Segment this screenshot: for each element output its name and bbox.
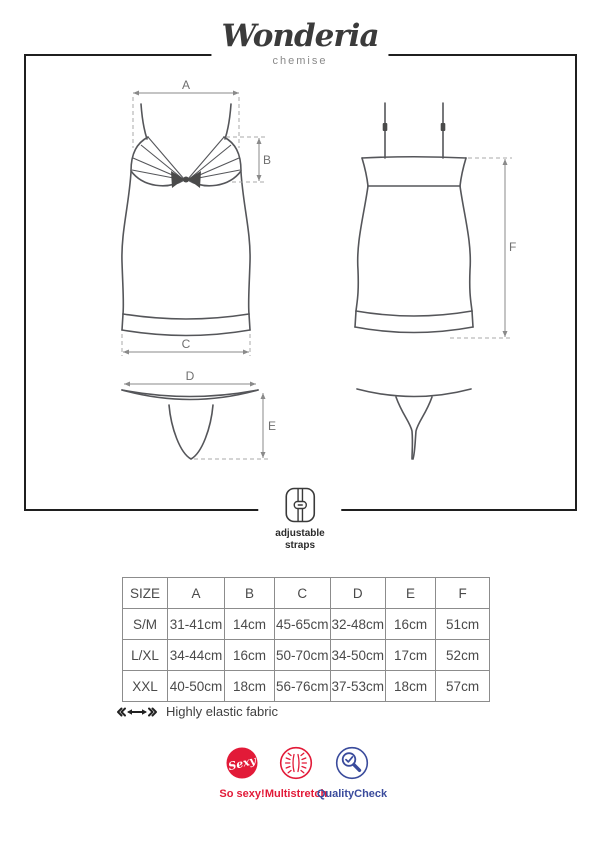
- table-cell: 37-53cm: [330, 671, 386, 702]
- panty-front-view: [122, 390, 258, 459]
- multistretch-label: Multistretch: [264, 788, 328, 800]
- size-table: [122, 577, 490, 702]
- brand-subtitle: chemise: [272, 54, 328, 67]
- table-cell: 34-50cm: [330, 640, 386, 671]
- dim-label-f: F: [509, 240, 517, 254]
- table-cell: 17cm: [386, 640, 436, 671]
- table-cell: 14cm: [225, 609, 275, 640]
- table-cell: 52cm: [436, 640, 490, 671]
- table-cell: 34-44cm: [168, 640, 225, 671]
- dimension-c: [122, 334, 250, 356]
- adjustable-straps-icon: [283, 487, 317, 523]
- table-cell: 45-65cm: [275, 609, 331, 640]
- strap-adjuster-icon: [441, 123, 446, 131]
- qualitycheck-label: QualityCheck: [316, 788, 388, 800]
- size-cell: S/M: [123, 609, 168, 640]
- thong-back-view: [357, 389, 471, 459]
- chemise-front-view: [122, 104, 250, 336]
- brand-name: Wonderia: [221, 18, 379, 54]
- table-cell: 18cm: [386, 671, 436, 702]
- header-a: A: [168, 578, 225, 609]
- size-cell: XXL: [123, 671, 168, 702]
- size-table-header-row: [123, 578, 490, 609]
- dim-label-e: E: [268, 419, 277, 433]
- table-cell: 16cm: [225, 640, 275, 671]
- header-e: E: [386, 578, 436, 609]
- table-row: [123, 640, 490, 671]
- table-cell: 56-76cm: [275, 671, 331, 702]
- table-cell: 32-48cm: [330, 609, 386, 640]
- strap-adjuster-icon: [383, 123, 388, 131]
- chemise-back-view: [355, 103, 473, 333]
- brand-logo: [211, 16, 388, 67]
- dim-label-a: A: [181, 78, 191, 92]
- table-cell: 31-41cm: [168, 609, 225, 640]
- adjustable-straps-label-line1: adjustable: [275, 528, 325, 539]
- table-cell: 40-50cm: [168, 671, 225, 702]
- header-c: C: [275, 578, 331, 609]
- dim-label-b: B: [263, 153, 272, 167]
- header-b: B: [225, 578, 275, 609]
- dim-label-d: D: [185, 369, 195, 383]
- qualitycheck-icon: [335, 746, 369, 780]
- table-cell: 57cm: [436, 671, 490, 702]
- table-cell: 50-70cm: [275, 640, 331, 671]
- dim-label-c: C: [181, 337, 191, 351]
- dimension-e: [194, 393, 276, 459]
- elastic-fabric-note: [116, 704, 278, 719]
- size-cell: L/XL: [123, 640, 168, 671]
- table-cell: 16cm: [386, 609, 436, 640]
- adjustable-straps-label-line2: straps: [284, 540, 315, 551]
- header-size: SIZE: [123, 578, 168, 609]
- multistretch-icon: [279, 746, 313, 780]
- elastic-fabric-label: Highly elastic fabric: [166, 704, 278, 719]
- table-cell: 18cm: [225, 671, 275, 702]
- dimension-d: [124, 369, 256, 384]
- table-row: [123, 671, 490, 702]
- header-d: D: [330, 578, 386, 609]
- adjustable-straps-feature: [258, 487, 341, 552]
- table-cell: 51cm: [436, 609, 490, 640]
- sexy-badge-label: So sexy!: [219, 788, 265, 800]
- header-f: F: [436, 578, 490, 609]
- table-row: [123, 609, 490, 640]
- svg-text:Sexy: Sexy: [227, 753, 258, 774]
- elastic-stretch-icon: [116, 705, 158, 719]
- badge-qualitycheck: [310, 746, 394, 800]
